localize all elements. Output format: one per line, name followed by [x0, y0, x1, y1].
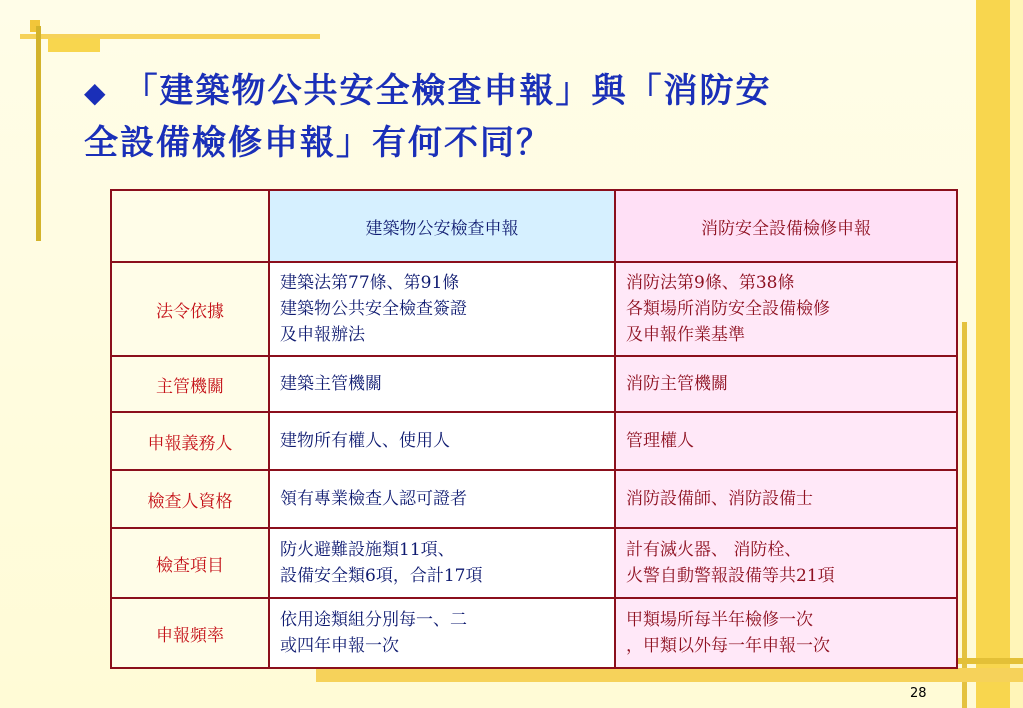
fire-cell-line: 消防設備師、消防設備士: [626, 489, 813, 509]
fire-cell-line: 管理權人: [626, 431, 694, 451]
building-cell-line: 設備安全類6項，合計17項: [280, 566, 483, 586]
fire-cell-line: ，甲類以外每一年申報一次: [626, 636, 830, 656]
fire-cell-line: 消防法第9條、第38條: [626, 273, 795, 293]
fire-cell: [615, 470, 957, 528]
table-row: [111, 528, 957, 598]
title-line-1: 「建築物公共安全檢查申報」與「消防安: [123, 71, 772, 111]
fire-cell: [615, 598, 957, 668]
table-row: [111, 356, 957, 412]
row-label: 申報頻率: [111, 598, 269, 668]
building-cell-line: 防火避難設施類11項、: [280, 540, 455, 560]
fire-cell: [615, 356, 957, 412]
fire-cell: [615, 528, 957, 598]
decorative-bar: [48, 38, 100, 52]
fire-cell-line: 各類場所消防安全設備檢修: [626, 299, 830, 319]
building-cell: [269, 528, 615, 598]
header-corner-cell: [111, 190, 269, 262]
header-fire-safety-inspection: 消防安全設備檢修申報: [615, 190, 957, 262]
building-cell: [269, 412, 615, 470]
row-label: 主管機關: [111, 356, 269, 412]
building-cell: [269, 598, 615, 668]
decorative-bar: [962, 322, 967, 708]
fire-cell-line: 甲類場所每半年檢修一次: [626, 610, 813, 630]
building-cell-line: 建築物公共安全檢查簽證: [280, 299, 467, 319]
decorative-bar: [36, 26, 41, 241]
row-label: 法令依據: [111, 262, 269, 356]
fire-cell-line: 消防主管機關: [626, 374, 728, 394]
diamond-bullet-icon: ◆: [84, 76, 108, 109]
building-cell-line: 領有專業檢查人認可證者: [280, 489, 467, 509]
building-cell: [269, 470, 615, 528]
table-row: [111, 412, 957, 470]
table-header-row: [111, 190, 957, 262]
building-cell: [269, 262, 615, 356]
fire-cell-line: 火警自動警報設備等共21項: [626, 566, 835, 586]
building-cell-line: 建物所有權人、使用人: [280, 431, 450, 451]
page-number: 28: [910, 686, 927, 701]
fire-cell-line: 計有滅火器、 消防栓、: [626, 540, 802, 560]
table-row: [111, 262, 957, 356]
title-line-2: 全設備檢修申報」有何不同？: [84, 123, 552, 163]
fire-cell: [615, 262, 957, 356]
building-cell: [269, 356, 615, 412]
decorative-bar: [316, 668, 1023, 682]
table-row: [111, 470, 957, 528]
building-cell-line: 建築主管機關: [280, 374, 382, 394]
comparison-table: [110, 189, 958, 669]
table-row: [111, 598, 957, 668]
building-cell-line: 及申報辦法: [280, 325, 365, 345]
row-label: 申報義務人: [111, 412, 269, 470]
building-cell-line: 或四年申報一次: [280, 636, 399, 656]
building-cell-line: 建築法第77條、第91條: [280, 273, 460, 293]
decorative-bar: [1010, 0, 1023, 708]
header-building-inspection: 建築物公安檢查申報: [269, 190, 615, 262]
fire-cell-line: 及申報作業基準: [626, 325, 745, 345]
row-label: 檢查項目: [111, 528, 269, 598]
row-label: 檢查人資格: [111, 470, 269, 528]
decorative-bar: [976, 0, 1010, 708]
slide-title: [84, 66, 944, 168]
building-cell-line: 依用途類組分別每一、二: [280, 610, 467, 630]
fire-cell: [615, 412, 957, 470]
